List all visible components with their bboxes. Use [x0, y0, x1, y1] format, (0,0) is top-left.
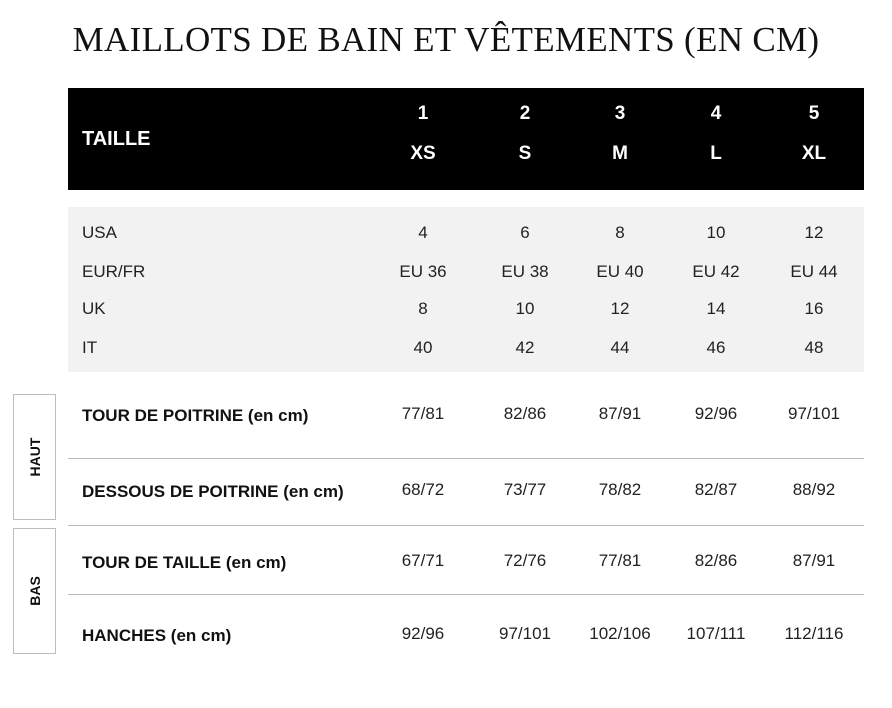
- measurement-value: 73/77: [503, 480, 547, 499]
- measurement-value: 102/106: [589, 624, 651, 643]
- conversion-row-usa: [68, 223, 864, 247]
- size-code: L: [710, 143, 722, 164]
- conversion-value: 42: [515, 338, 535, 357]
- measurement-label: DESSOUS DE POITRINE (en cm): [82, 482, 344, 501]
- measurement-label: TOUR DE POITRINE (en cm): [82, 406, 309, 425]
- row-divider: [68, 525, 864, 526]
- measurement-value: 82/86: [503, 404, 547, 423]
- conversion-value: 6: [520, 223, 530, 242]
- conversion-value: 12: [610, 299, 630, 318]
- measurement-value: 72/76: [503, 551, 547, 570]
- size-header: [68, 88, 864, 190]
- conversion-value: EU 44: [790, 262, 838, 281]
- measurement-value: 107/111: [686, 624, 746, 643]
- group-label-text: HAUT: [26, 437, 43, 477]
- measurement-value: 88/92: [792, 480, 836, 499]
- conversion-value: 8: [615, 223, 625, 242]
- conversion-row-it: [68, 338, 864, 362]
- conversion-value: 10: [706, 223, 726, 242]
- size-number: 3: [614, 103, 626, 124]
- measurement-value: 92/96: [694, 404, 738, 423]
- measurement-row-tour-de-taille: [68, 545, 864, 585]
- measurement-value: 77/81: [401, 404, 445, 423]
- conversion-label: UK: [82, 299, 106, 318]
- measurement-value: 97/101: [788, 404, 840, 423]
- measurement-value: 92/96: [401, 624, 445, 643]
- conversion-value: EU 40: [596, 262, 644, 281]
- size-code: M: [612, 143, 628, 164]
- measurement-value: 68/72: [401, 480, 445, 499]
- conversion-value: 46: [706, 338, 726, 357]
- size-conversion-table: [68, 207, 864, 372]
- size-number: 1: [417, 103, 429, 124]
- measurement-row-hanches: [68, 618, 864, 658]
- group-label-haut: [13, 394, 56, 520]
- conversion-value: 12: [804, 223, 824, 242]
- measurement-label: TOUR DE TAILLE (en cm): [82, 553, 287, 572]
- measurement-value: 82/87: [694, 480, 738, 499]
- group-label-text: BAS: [26, 576, 43, 606]
- conversion-value: 4: [418, 223, 428, 242]
- conversion-label: IT: [82, 338, 98, 357]
- measurement-value: 112/116: [784, 624, 844, 643]
- conversion-label: EUR/FR: [82, 262, 146, 281]
- conversion-value: EU 38: [501, 262, 549, 281]
- size-code: XS: [410, 143, 436, 164]
- conversion-value: 16: [804, 299, 824, 318]
- measurement-row-tour-de-poitrine: [68, 398, 864, 438]
- conversion-row-uk: [68, 299, 864, 323]
- size-number: 4: [710, 103, 722, 124]
- conversion-value: 14: [706, 299, 726, 318]
- group-label-bas: [13, 528, 56, 654]
- measurement-label: HANCHES (en cm): [82, 626, 232, 645]
- measurement-value: 67/71: [401, 551, 445, 570]
- size-number: 2: [519, 103, 531, 124]
- size-number: 5: [808, 103, 820, 124]
- conversion-value: 48: [804, 338, 824, 357]
- measurement-value: 87/91: [598, 404, 642, 423]
- conversion-value: 10: [515, 299, 535, 318]
- measurement-value: 87/91: [792, 551, 836, 570]
- measurement-value: 78/82: [598, 480, 642, 499]
- conversion-value: 44: [610, 338, 630, 357]
- conversion-value: 40: [413, 338, 433, 357]
- conversion-value: EU 42: [692, 262, 740, 281]
- measurement-value: 77/81: [598, 551, 642, 570]
- measurement-row-dessous-de-poitrine: [68, 474, 864, 514]
- size-code: S: [518, 143, 532, 164]
- page-title: MAILLOTS DE BAIN ET VÊTEMENTS (EN CM): [72, 20, 820, 59]
- measurement-value: 82/86: [694, 551, 738, 570]
- conversion-value: 8: [418, 299, 428, 318]
- size-code: XL: [801, 143, 827, 164]
- measurement-value: 97/101: [499, 624, 551, 643]
- conversion-value: EU 36: [399, 262, 447, 281]
- row-divider: [68, 594, 864, 595]
- conversion-row-eur-fr: [68, 262, 864, 286]
- conversion-label: USA: [82, 223, 117, 242]
- row-divider: [68, 458, 864, 459]
- size-header-label: TAILLE: [82, 128, 151, 150]
